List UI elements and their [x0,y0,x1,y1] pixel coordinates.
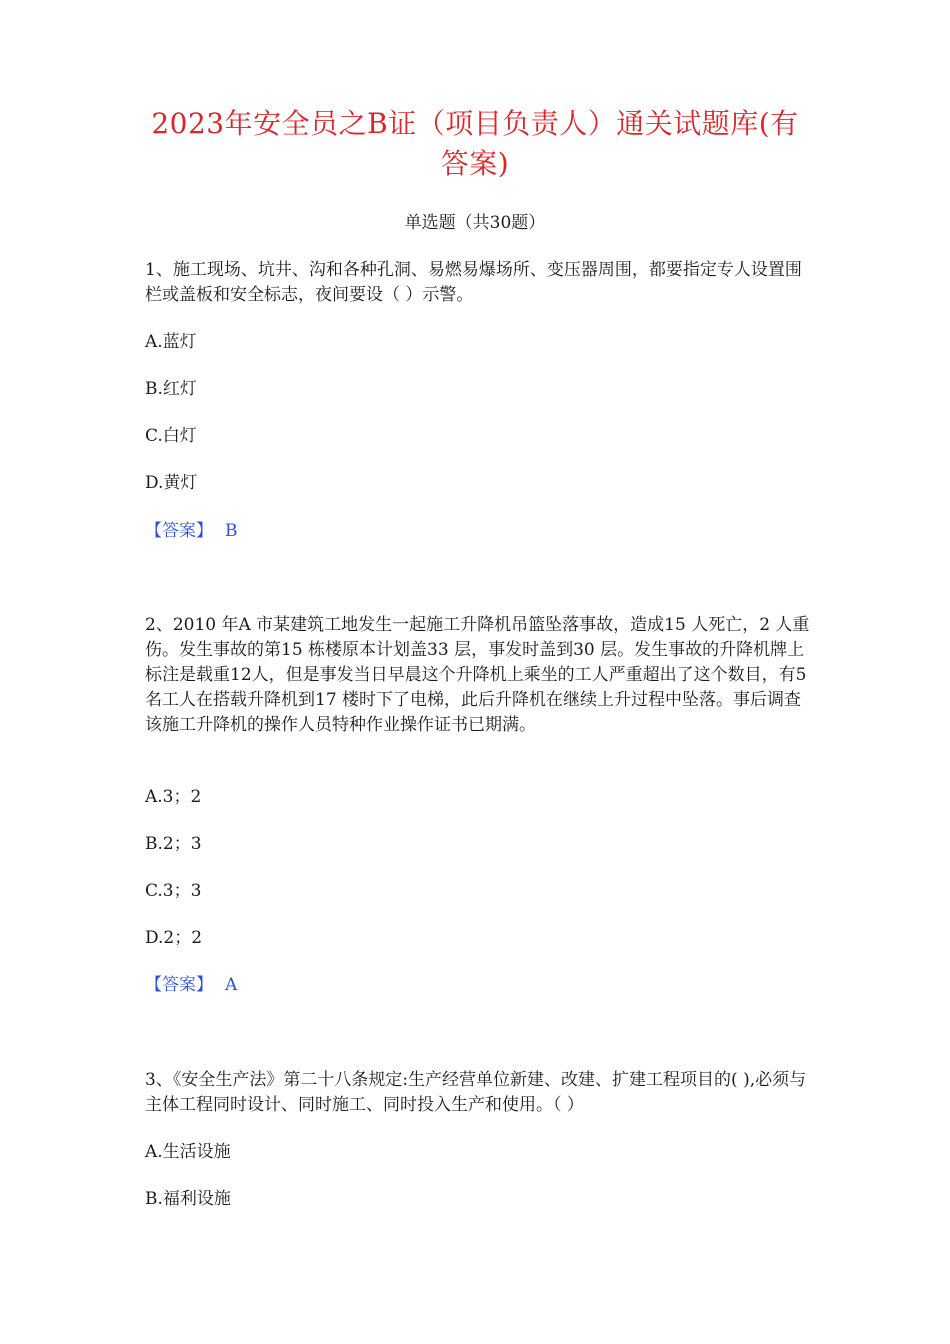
question-2-stem: 2、2010 年A 市某建筑工地发生一起施工升降机吊篮坠落事故，造成15 人死亡，2 人重伤。发生事故的第15 栋楼原本计划盖33 层，事发时盖到30 层。发生事故的升降机牌上标注是载重12人，但是事发当日早晨这个升降机上乘坐的工人严重超出了这个数目，有5 名工人在搭载升降机到17 楼时下了电梯，此后升降机在继续上升过程中坠落。事后调查该施工升降机的操作人员特种作业操作证书已期满。 [145,615,810,735]
question-3-option-a: A.生活设施 [145,1142,231,1162]
answer-value: A [225,975,238,995]
question-2-option-c: C.3；3 [145,881,202,901]
question-1-option-a: A.蓝灯 [145,332,197,352]
document-title [120,104,830,184]
question-1-option-d: D.黄灯 [145,473,198,493]
question-1-option-c: C.白灯 [145,426,197,446]
question-2-option-b: B.2；3 [145,834,202,854]
answer-value: B [225,521,238,541]
question-3-stem: 3、《安全生产法》第二十八条规定:生产经营单位新建、改建、扩建工程项目的( ),必须与主体工程同时设计、同时施工、同时投入生产和使用。（ ） [145,1070,807,1115]
answer-label: 【答案】 [145,521,213,541]
question-2-option-a: A.3；2 [145,787,202,807]
question-1-option-b: B.红灯 [145,379,197,399]
question-1-stem: 1、施工现场、坑井、沟和各种孔洞、易燃易爆场所、变压器周围，都要指定专人设置围栏或盖板和安全标志，夜间要设（ ）示警。 [145,260,802,305]
question-3-option-b: B.福利设施 [145,1189,231,1209]
question-1-answer [145,519,238,543]
question-2-option-d: D.2；2 [145,928,203,948]
document-title-line-1: 2023年安全员之B证（项目负责人）通关试题库(有 [151,107,799,140]
section-heading: 单选题（共30题） [404,213,546,233]
answer-label: 【答案】 [145,975,213,995]
document-title-line-2: 答案) [440,147,510,180]
question-2-answer [145,973,237,997]
